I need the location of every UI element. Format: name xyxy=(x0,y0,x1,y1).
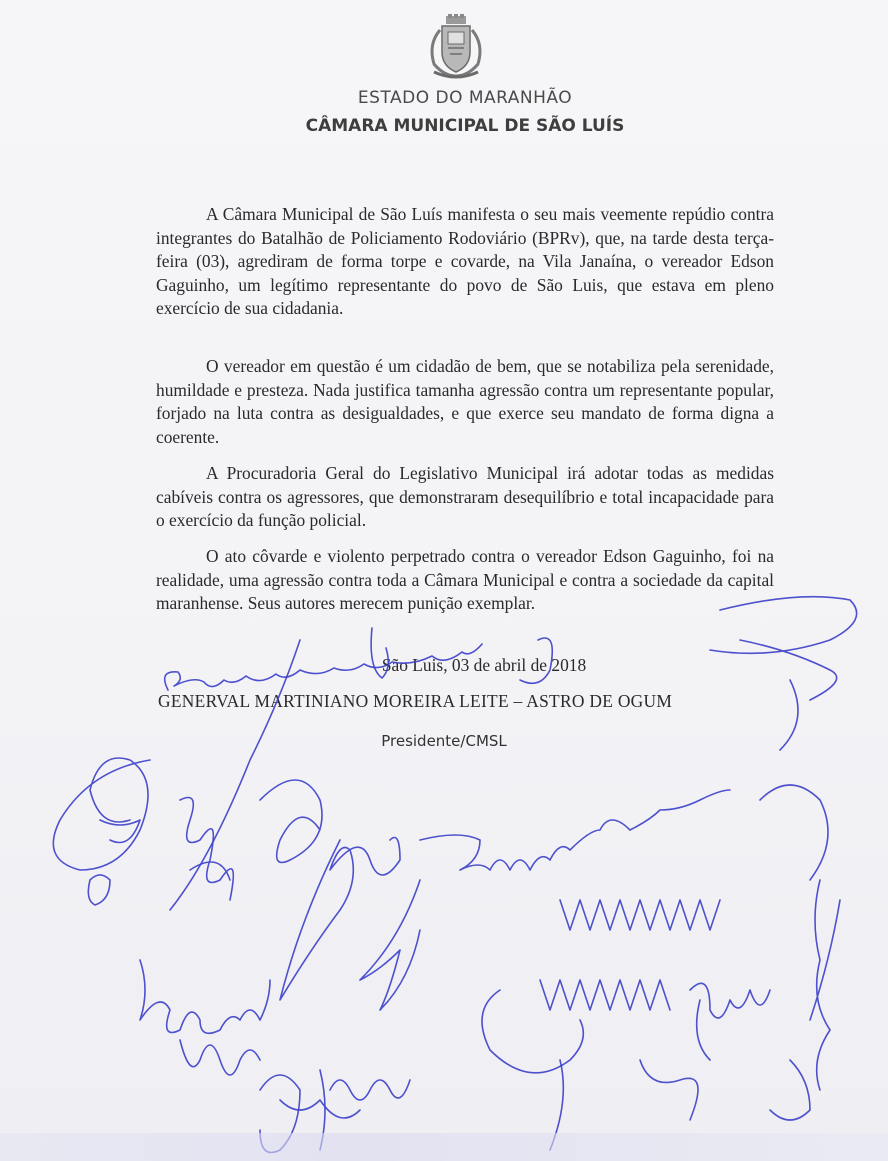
paragraph-repudio: A Câmara Municipal de São Luís manifesta o seu mais veemente repúdio contra integrantes do Batalhão de Policiamento Rodoviário (BPRv), que, na tarde desta terça-feira (03), agrediram de forma torpe e covarde, na Vila Janaína, o vereador Edson Gaguinho, um legítimo representante do povo de São Luis, que estava em pleno exercício de sua cidadania. xyxy=(156,204,774,318)
place-and-date: São Luis, 03 de abril de 2018 xyxy=(381,655,587,675)
signature-left-loop xyxy=(53,758,150,870)
state-heading: ESTADO DO MARANHÃO xyxy=(357,88,573,108)
signature-franco xyxy=(420,790,730,870)
signature-center-a xyxy=(280,838,400,1001)
paragraph-procuradoria: A Procuradoria Geral do Legislativo Municipal irá adotar todas as medidas cabíveis contra os agressores, que demonstraram desequilíbrio e total incapacidade para o exercício da função policial. xyxy=(156,463,774,530)
signature-right-vertical xyxy=(810,880,840,1090)
municipal-coat-of-arms-icon xyxy=(424,14,488,80)
signature-manuel xyxy=(140,960,270,1033)
scan-bottom-strip xyxy=(0,1133,888,1161)
paragraph-ato-covarde: O ato côvarde e violento perpetrado contra o vereador Edson Gaguinho, foi na realidade, uma agressão contra toda a Câmara Municipal e contra a sociedade da capital maranhense. Seus autores merecem punição exemplar. xyxy=(156,546,774,613)
signer-name: GENERVAL MARTINIANO MOREIRA LEITE – ASTRO DE OGUM xyxy=(158,691,673,711)
chamber-heading: CÂMARA MUNICIPAL DE SÃO LUÍS xyxy=(305,116,625,136)
paragraph-vereador: O vereador em questão é um cidadão de bem, que se notabiliza pela serenidade, humildade e presteza. Nada justifica tamanha agressão contra um representante popular, forjado na luta contra as desigualdades, e que exerce seu mandato de forma digna a coerente. xyxy=(156,356,774,447)
signer-role: Presidente/CMSL xyxy=(381,732,507,750)
signature-center-zigzag xyxy=(540,900,720,1010)
signature-bottom-left xyxy=(180,1040,260,1075)
